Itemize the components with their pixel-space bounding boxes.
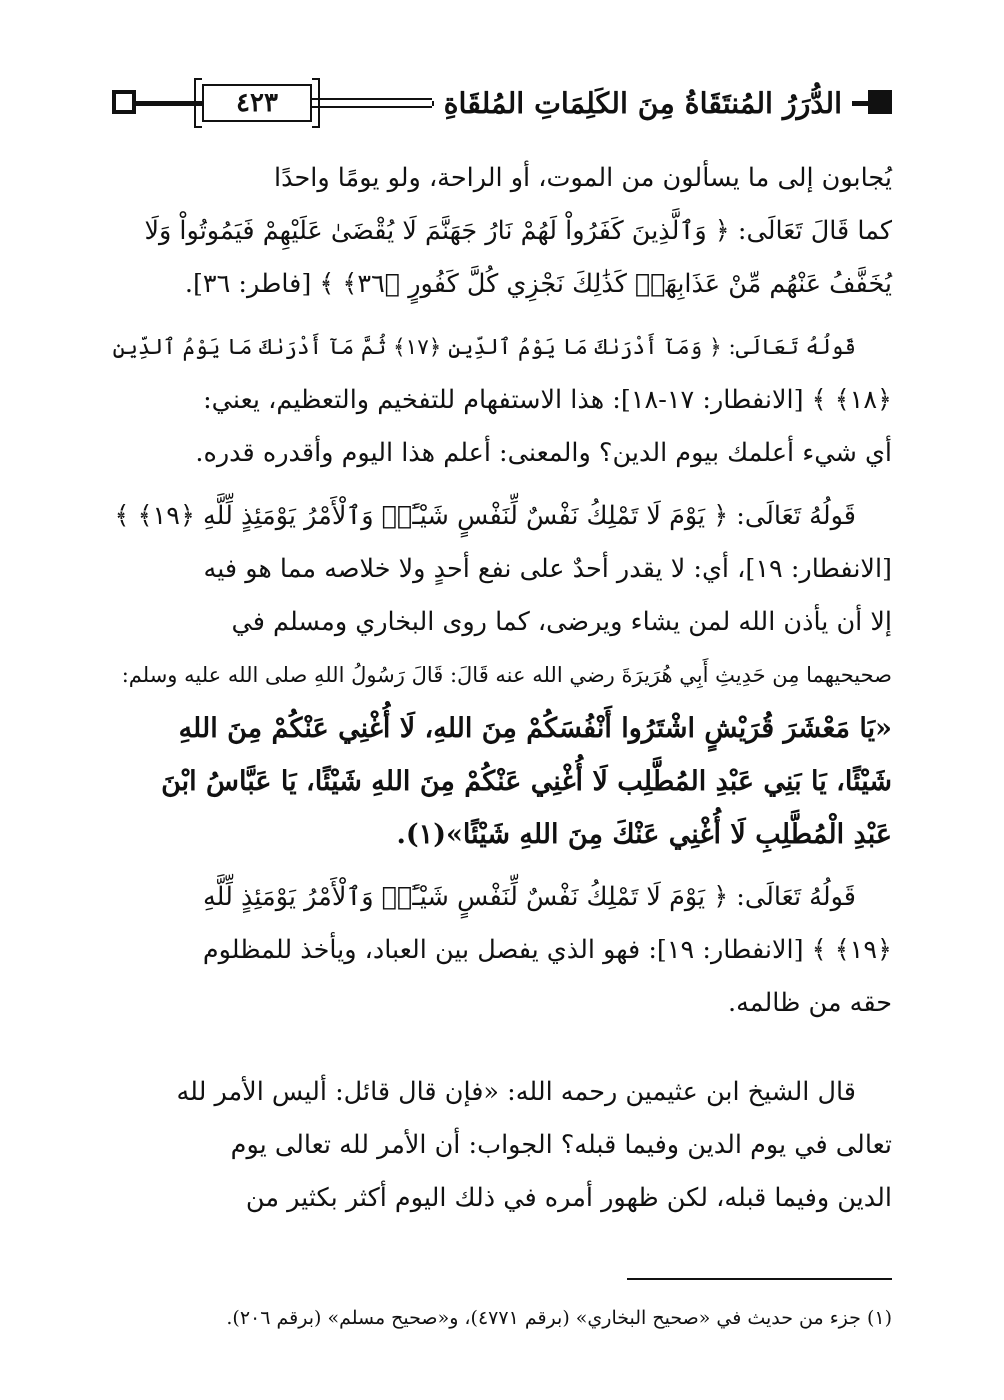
header-rule-left [136, 101, 202, 106]
text-line: قَولُهُ تَعَالَى: ﴿ يَوْمَ لَا تَمْلِكُ نَفْسٌ لِّنَفْسٍ شَيْـًٔاۖ وَٱلْأَمْرُ يَوْمَئِذٍ لِّلَّهِ [202, 882, 856, 912]
text-line: قال الشيخ ابن عثيمين رحمه الله: «فإن قال قائل: أليس الأمر لله [176, 1077, 856, 1107]
paragraph-4 [112, 871, 892, 1030]
paragraph-1 [112, 152, 892, 311]
paragraph-5 [112, 1066, 892, 1225]
text-line: إلا أن يأذن الله لمن يشاء ويرضى، كما روى البخاري ومسلم في [231, 607, 892, 637]
header-solid-square-ornament [868, 90, 892, 114]
header-double-rule-top [312, 98, 432, 100]
paragraph-3 [112, 490, 892, 861]
page-header [112, 78, 892, 130]
text-line: [الانفطار: ١٩]، أي: لا يقدر أحدٌ على نفع أحدٍ ولا خلاصه مما هو فيه [203, 554, 892, 584]
hadith-line: شَيْئًا، يَا بَنِي عَبْدِ المُطَّلِب لَا أُغْنِي عَنْكُمْ مِنَ اللهِ شَيْئًا، يَا عَبَّاسُ ابْنَ [161, 766, 892, 797]
text-line: صحيحيهما مِن حَدِيثِ أَبِي هُرَيرَةَ رضي الله عنه قَالَ: قَالَ رَسُولُ اللهِ صلى الله عليه وسلم: [121, 663, 892, 687]
text-line: الدين وفيما قبله، لكن ظهور أمره في ذلك اليوم أكثر بكثير من [245, 1183, 892, 1213]
text-line: تعالى في يوم الدين وفيما قبله؟ الجواب: أن الأمر لله تعالى يوم [230, 1130, 892, 1160]
text-line: ﴿١٩﴾ ﴾ [الانفطار: ١٩]: فهو الذي يفصل بين العباد، ويأخذ للمظلوم [202, 935, 892, 965]
running-title: الدُّرَرُ المُنتَقَاةُ مِنَ الكَلِمَاتِ المُلقَاةِ [434, 80, 852, 126]
header-double-rule-bottom [312, 106, 432, 108]
hadith-line: «يَا مَعْشَرَ قُرَيْشٍ اشْتَرُوا أَنْفُسَكُمْ مِنَ اللهِ، لَا أُغْنِي عَنْكُمْ مِنَ اللهِ [178, 713, 892, 744]
text-line: حقه من ظالمه. [728, 988, 892, 1018]
page-number-frame [202, 84, 312, 122]
footnote: (١) جزء من حديث في «صحيح البخاري» (برقم ٤٧٧١)، و«صحيح مسلم» (برقم ٢٠٦). [226, 1307, 892, 1329]
text-line: قَولُهُ تَعَالَى: ﴿ يَوْمَ لَا تَمْلِكُ نَفْسٌ لِّنَفْسٍ شَيْـًٔاۖ وَٱلْأَمْرُ يَوْمَئِذٍ لِّلَّهِ ﴿١٩﴾ ﴾ [114, 501, 856, 531]
paragraph-2 [112, 321, 892, 480]
hadith-line: عَبْدِ الْمُطَّلِبِ لَا أُغْنِي عَنْكَ مِنَ اللهِ شَيْئًا»(١). [396, 819, 892, 850]
text-line: قَولُهُ تَعَالَى: ﴿ وَمَآ أَدْرَىٰكَ مَا يَوْمُ ٱلدِّينِ ﴿١٧﴾ ثُمَّ مَآ أَدْرَىٰكَ مَا يَوْمُ ٱلدِّينِ [112, 335, 856, 360]
header-hollow-square-ornament [112, 90, 136, 114]
text-line: كما قَالَ تَعَالَى: ﴿ وَٱلَّذِينَ كَفَرُواْ لَهُمْ نَارُ جَهَنَّمَ لَا يُقْضَىٰ عَلَيْهِمْ فَيَمُوتُواْ وَلَا [144, 216, 892, 246]
text-line: يُخَفَّفُ عَنْهُم مِّنْ عَذَابِهَاۚ كَذَٰلِكَ نَجْزِي كُلَّ كَفُورٍ ﴿٣٦﴾ ﴾ [فاطر: ٣٦]. [184, 269, 892, 299]
footnote-separator [627, 1278, 892, 1280]
page-number: ٤٢٣ [236, 88, 278, 118]
text-line: ﴿١٨﴾ ﴾ [الانفطار: ١٧-١٨]: هذا الاستفهام للتفخيم والتعظيم، يعني: [203, 385, 892, 415]
text-line: أي شيء أعلمك بيوم الدين؟ والمعنى: أعلم هذا اليوم وأقدره قدره. [195, 438, 892, 468]
paragraph-gap [112, 1040, 892, 1066]
page-body [112, 152, 892, 1235]
text-line: يُجابون إلى ما يسألون من الموت، أو الراحة، ولو يومًا واحدًا [274, 163, 892, 193]
